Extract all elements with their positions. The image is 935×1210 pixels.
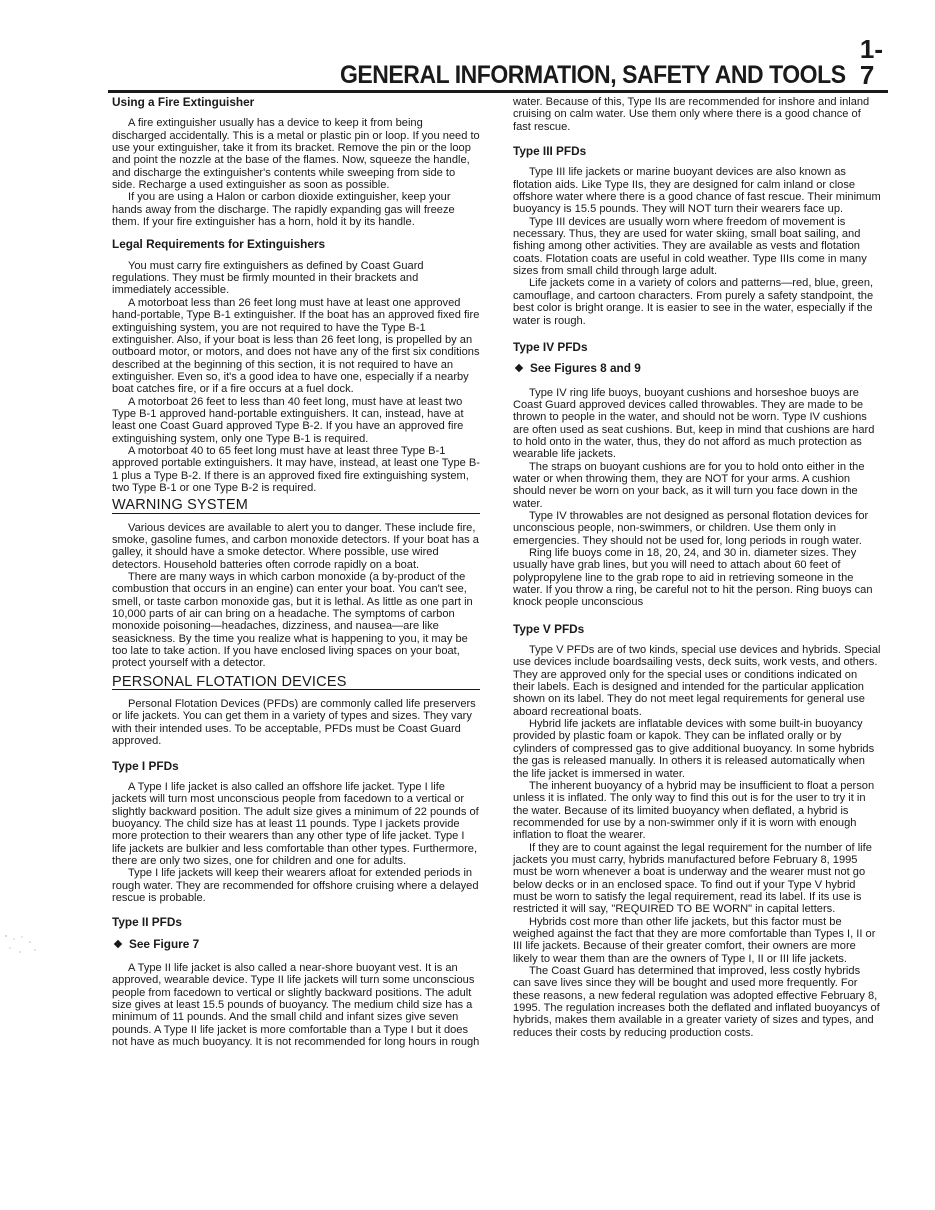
paragraph: Type III life jackets or marine buoyant devices are also known as flotation aids. Like Type IIs, they are designed for calm inland or close offshore water where there is a good chance of fast rescue. Their minimum buoyancy is 15.5 pounds. They will NOT turn their wearers face up. [513, 166, 881, 216]
paragraph: Personal Flotation Devices (PFDs) are commonly called life preservers or life jackets. You can get them in a variety of types and sizes. They vary with their intended uses. To be acceptable, PFDs must be Coast Guard approved. [112, 698, 476, 748]
type1-heading: Type I PFDs [112, 758, 179, 773]
right-column [513, 96, 881, 1039]
diamond-bullet-icon [114, 940, 122, 948]
see-figure-text: See Figure 7 [129, 936, 200, 951]
paragraph: Hybrids cost more than other life jackets, but this factor must be weighed against the fact that they are more comfortable than Types I, II or III life jackets. Because of their greater comfort, their owners are more likely to wear them than are the owners of Type I, II or III life jackets. [513, 915, 876, 965]
pfd-heading: PERSONAL FLOTATION DEVICES [112, 676, 480, 690]
paragraph: Type V PFDs are of two kinds, special use devices and hybrids. Special use devices include boardsailing vests, deck suits, work vests, and others. They are approved only for the special uses or conditions indicated on their labels. Each is designed and intended for the particular application shown on its label. They do not meet legal requirements for general use aboard recreational boats. [513, 644, 881, 718]
paragraph: Hybrid life jackets are inflatable devices with some built-in buoyancy provided by plastic foam or kapok. They can be inflated orally or by cylinders of compressed gas to give additional buoyancy. In some hybrids the gas is released manually. In others it is released automatically when the life jacket is immersed in water. [513, 718, 875, 780]
paragraph: Type IV throwables are not designed as personal flotation devices for unconscious people, non-swimmers, or children. Use them only in emergencies. They should not be used for, long periods in rough water. [513, 509, 869, 547]
paragraph: If they are to count against the legal requirement for the number of life jackets you must carry, hybrids manufactured before February 8, 1995 must be worn whenever a boat is underway and the wearer must not go below decks or in an enclosed space. To find out if your Type V hybrid must be worn to satisfy the legal requirement, read its label. If its use is restricted it will say, "REQUIRED TO BE WORN" in capital letters. [513, 841, 872, 916]
paragraph: A fire extinguisher usually has a device to keep it from being discharged accidentally. This is a metal or plastic pin or loop. If you need to use your extinguisher, take it from its bracket. Remove the pin or the loop and point the nozzle at the base of the flames. Now, squeeze the handle, and discharge the extinguisher's contents while sweeping from side to side. Recharge a used extinguisher as soon as possible. [112, 117, 480, 192]
warning-system-heading: WARNING SYSTEM [112, 499, 480, 513]
paragraph: Type III devices are usually worn where freedom of movement is necessary. Thus, they are used for water skiing, small boat sailing, and fishing among other activities. They are available as vests and flotation coats. Flotation coats are useful in cold weather. Type IIIs come in many sizes from small child through large adult. [513, 215, 867, 278]
chapter-title: GENERAL INFORMATION, SAFETY AND TOOLS [340, 61, 846, 89]
paragraph: The Coast Guard has determined that improved, less costly hybrids can save lives since they will be bought and used more frequently. For these reasons, a new federal regulation was adopted effective February 8, 1995. The regulation increases both the deflated and inflated buoyancys of hybrids, makes them available in a greater variety of sizes and types, and reduces their costs by reducing production costs. [513, 965, 880, 1039]
paragraph: Life jackets come in a variety of colors and patterns—red, blue, green, camouflage, and cartoon characters. From purely a safety standpoint, the best color is bright orange. It is easier to see in the water, especially if the water is rough. [513, 277, 874, 327]
type2-heading: Type II PFDs [112, 915, 182, 930]
page-number: 1-7 [859, 34, 883, 90]
type5-heading: Type V PFDs [513, 621, 585, 636]
paragraph: A Type II life jacket is also called a near-shore buoyant vest. It is an approved, wearable device. Type II life jackets will turn some unconscious people from facedown to vertical or slightly backward positions. The adult size gives at least 15.5 pounds of buoyancy. The medium child size has a minimum of 11 pounds. And the small child and infant sizes give seven pounds. A Type II life jacket is more comfortable than a Type I but it does not have as much buoyancy. It is not recommended for long hours in rough [112, 961, 480, 1049]
diamond-bullet-icon [515, 364, 523, 372]
paragraph: Ring life buoys come in 18, 20, 24, and 30 in. diameter sizes. They usually have grab lines, but you will need to attach about 60 feet of polypropylene line to the grab rope to aid in retrieving someone in the water. If you throw a ring, be careful not to hit the person. Ring buoys can knock people unconscious [513, 547, 873, 609]
see-figures-note [513, 362, 881, 374]
fire-extinguisher-heading: Using a Fire Extinguisher [112, 95, 255, 109]
paragraph: Type I life jackets will keep their wearers afloat for extended periods in rough water. They are recommended for offshore cruising where a delayed rescue is probable. [112, 867, 479, 904]
paragraph: If you are using a Halon or carbon dioxide extinguisher, keep your hands away from the discharge. The rapidly expanding gas will freeze them. If your fire extinguisher has a horn, hold it by its handle. [112, 191, 455, 229]
paragraph: water. Because of this, Type IIs are recommended for inshore and inland cruising on calm water. Use them only where there is a good chance of fast rescue. [513, 96, 870, 133]
paragraph: Various devices are available to alert you to danger. These include fire, smoke, gasoline fumes, and carbon monoxide detectors. If your boat has a galley, it should have a smoke detector. Where possible, use wired detectors. Household batteries often corrode rapidly on a boat. [112, 521, 479, 571]
paragraph: There are many ways in which carbon monoxide (a by-product of the combustion that occurs in an engine) can enter your boat. You can't see, smell, or taste carbon monoxide gas, but it is lethal. As little as one part in 10,000 parts of air can bring on a headache. The symptoms of carbon monoxide poisoning—headaches, dizziness, and nausea—are like seasickness. By the time you realize what is happening to you, it may be too late to take action. If you have enclosed living spaces on your boat, protect yourself with a detector. [112, 571, 473, 670]
paragraph: The inherent buoyancy of a hybrid may be insufficient to float a person unless it is inflated. The only way to find this out is for the user to try it in the water. Because of its limited buoyancy when deflated, a hybrid is recommended for use by a non-swimmer only if it is worn with enough inflation to float the wearer. [513, 779, 875, 842]
type4-heading: Type IV PFDs [513, 339, 588, 354]
paragraph: You must carry fire extinguishers as defined by Coast Guard regulations. They must be firmly mounted in their brackets and immediately accessible. [112, 259, 424, 297]
header-rule [108, 90, 888, 93]
left-column [112, 96, 480, 1048]
paragraph: A motorboat 26 feet to less than 40 feet long, must have at least two Type B-1 approved hand-portable extinguishers. It can, instead, have at least one Coast Guard approved Type B-2. If you have an approved fire extinguishing system, only one Type B-1 is required. [112, 395, 464, 445]
scan-speckle [2, 930, 42, 960]
page-header [328, 34, 883, 90]
paragraph: A motorboat 40 to 65 feet long must have at least three Type B-1 approved portable extinguishers. It may have, instead, at least one Type B-1 plus a Type B-2. If there is an approved fixed fire extinguishing system, two Type B-1 or one Type B-2 is required. [112, 444, 480, 494]
legal-requirements-heading: Legal Requirements for Extinguishers [112, 237, 326, 252]
type3-heading: Type III PFDs [513, 144, 587, 159]
paragraph: Type IV ring life buoys, buoyant cushions and horseshoe buoys are Coast Guard approved devices called throwables. They are made to be thrown to people in the water, and should not be worn. Type IV cushions are often used as seat cushions. But, keep in mind that cushions are hard to hold onto in the water, thus, they do not afford as much protection as wearable life jackets. [513, 386, 875, 461]
paragraph: A motorboat less than 26 feet long must have at least one approved hand-portable, Type B-1 extinguisher. If the boat has an approved fixed fire extinguishing system, you are not required to have the Type B-1 extinguisher. Also, if your boat is less than 26 feet long, is propelled by an outboard motor, or motors, and does not have any of the first six conditions described at the beginning of this section, it is not required to have an extinguisher. Even so, it's a good idea to have one, especially if a nearby boat catches fire, or if a fire occurs at a fuel dock. [112, 296, 480, 396]
paragraph: The straps on buoyant cushions are for you to hold onto either in the water or when throwing them, they are NOT for your arms. A cushion should never be worn on your back, as it will turn you face down in the water. [513, 460, 865, 510]
see-figure-note [112, 938, 480, 950]
paragraph: A Type I life jacket is also called an offshore life jacket. Type I life jackets will turn most unconscious people from facedown to a vertical or slightly backward position. The adult size gives a minimum of 22 pounds of buoyancy. The child size has at least 11 pounds. Type I jackets provide more protection to their wearers than any other type of life jacket. Type I life jackets are bulkier and less comfortable than other types. Furthermore, there are only two sizes, one for children and one for adults. [112, 780, 479, 867]
see-figures-text: See Figures 8 and 9 [530, 361, 641, 376]
